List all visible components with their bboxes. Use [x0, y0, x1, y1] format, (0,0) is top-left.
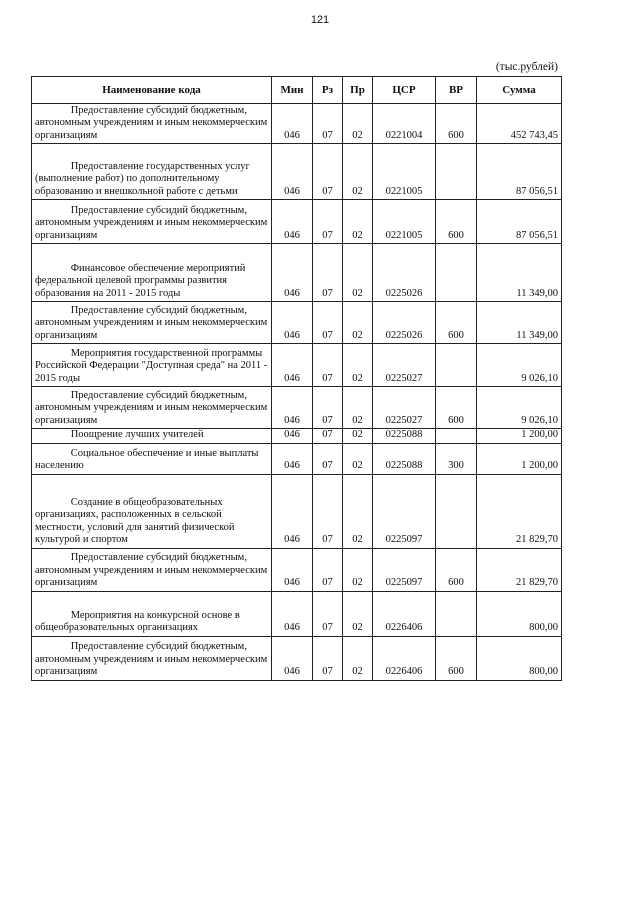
- row-csr: 0221005: [373, 200, 436, 244]
- row-name: Предоставление субсидий бюджетным, автономным учреждениям и иным некоммерческим организациям: [32, 387, 272, 429]
- row-csr: 0225088: [373, 429, 436, 444]
- row-vr: [436, 144, 477, 200]
- row-rz: 07: [313, 443, 343, 474]
- row-min: 046: [272, 200, 313, 244]
- row-min: 046: [272, 144, 313, 200]
- row-vr: 600: [436, 387, 477, 429]
- row-csr: 0226406: [373, 636, 436, 680]
- row-csr: 0221005: [373, 144, 436, 200]
- row-vr: [436, 429, 477, 444]
- row-min: 046: [272, 104, 313, 144]
- table-row: [32, 591, 562, 636]
- row-name: Социальное обеспечение и иные выплаты населению: [32, 443, 272, 474]
- row-pr: 02: [343, 474, 373, 548]
- row-csr: 0225026: [373, 302, 436, 344]
- row-rz: 07: [313, 429, 343, 444]
- row-name: Финансовое обеспечение мероприятий федеральной целевой программы развития образования на 2011 - 2015 годы: [32, 244, 272, 302]
- row-sum: 87 056,51: [477, 144, 562, 200]
- row-sum: 21 829,70: [477, 548, 562, 591]
- row-rz: 07: [313, 104, 343, 144]
- table-row: [32, 144, 562, 200]
- row-rz: 07: [313, 200, 343, 244]
- table-row: [32, 429, 562, 444]
- row-vr: [436, 344, 477, 387]
- header-min: Мин: [272, 77, 313, 104]
- row-min: 046: [272, 244, 313, 302]
- row-sum: 800,00: [477, 591, 562, 636]
- header-pr: Пр: [343, 77, 373, 104]
- row-sum: 9 026,10: [477, 344, 562, 387]
- row-pr: 02: [343, 387, 373, 429]
- row-rz: 07: [313, 548, 343, 591]
- row-rz: 07: [313, 474, 343, 548]
- header-name: Наименование кода: [32, 77, 272, 104]
- row-csr: 0225097: [373, 474, 436, 548]
- row-sum: 11 349,00: [477, 302, 562, 344]
- row-vr: 600: [436, 200, 477, 244]
- row-min: 046: [272, 344, 313, 387]
- table-row: [32, 636, 562, 680]
- row-sum: 87 056,51: [477, 200, 562, 244]
- row-rz: 07: [313, 636, 343, 680]
- row-pr: 02: [343, 344, 373, 387]
- row-csr: 0225026: [373, 244, 436, 302]
- row-vr: 300: [436, 443, 477, 474]
- row-pr: 02: [343, 636, 373, 680]
- row-vr: 600: [436, 636, 477, 680]
- row-pr: 02: [343, 104, 373, 144]
- header-rz: Рз: [313, 77, 343, 104]
- row-min: 046: [272, 548, 313, 591]
- row-min: 046: [272, 302, 313, 344]
- row-sum: 9 026,10: [477, 387, 562, 429]
- row-sum: 1 200,00: [477, 443, 562, 474]
- row-pr: 02: [343, 302, 373, 344]
- row-pr: 02: [343, 591, 373, 636]
- row-name: Мероприятия государственной программы Российской Федерации "Доступная среда" на 2011 - 2015 годы: [32, 344, 272, 387]
- row-name: Предоставление субсидий бюджетным, автономным учреждениям и иным некоммерческим организациям: [32, 200, 272, 244]
- table-row: [32, 104, 562, 144]
- row-name: Предоставление государственных услуг (выполнение работ) по дополнительному образованию и внешкольной работе с детьми: [32, 144, 272, 200]
- row-csr: 0225027: [373, 344, 436, 387]
- row-pr: 02: [343, 200, 373, 244]
- row-vr: 600: [436, 302, 477, 344]
- table-row: [32, 344, 562, 387]
- row-sum: 1 200,00: [477, 429, 562, 444]
- row-min: 046: [272, 636, 313, 680]
- table-row: [32, 302, 562, 344]
- row-pr: 02: [343, 443, 373, 474]
- row-csr: 0226406: [373, 591, 436, 636]
- budget-table: [31, 76, 562, 681]
- row-min: 046: [272, 387, 313, 429]
- row-name: Поощрение лучших учителей: [32, 429, 272, 444]
- page-number: 121: [310, 14, 330, 26]
- row-rz: 07: [313, 144, 343, 200]
- row-rz: 07: [313, 591, 343, 636]
- row-min: 046: [272, 443, 313, 474]
- row-name: Предоставление субсидий бюджетным, автономным учреждениям и иным некоммерческим организациям: [32, 302, 272, 344]
- row-min: 046: [272, 591, 313, 636]
- table-row: [32, 200, 562, 244]
- units-label: (тыс.рублей): [495, 61, 558, 73]
- row-vr: 600: [436, 548, 477, 591]
- header-sum: Сумма: [477, 77, 562, 104]
- row-name: Создание в общеобразовательных организациях, расположенных в сельской местности, условий для занятий физической культурой и спортом: [32, 474, 272, 548]
- row-vr: [436, 591, 477, 636]
- row-pr: 02: [343, 429, 373, 444]
- row-rz: 07: [313, 302, 343, 344]
- row-rz: 07: [313, 387, 343, 429]
- row-min: 046: [272, 474, 313, 548]
- row-vr: [436, 474, 477, 548]
- row-rz: 07: [313, 344, 343, 387]
- row-csr: 0225088: [373, 443, 436, 474]
- row-rz: 07: [313, 244, 343, 302]
- table-row: [32, 443, 562, 474]
- table-row: [32, 548, 562, 591]
- row-name: Мероприятия на конкурсной основе в общеобразовательных организациях: [32, 591, 272, 636]
- table-row: [32, 387, 562, 429]
- row-sum: 21 829,70: [477, 474, 562, 548]
- table-row: [32, 474, 562, 548]
- row-pr: 02: [343, 548, 373, 591]
- row-csr: 0221004: [373, 104, 436, 144]
- row-sum: 452 743,45: [477, 104, 562, 144]
- row-name: Предоставление субсидий бюджетным, автономным учреждениям и иным некоммерческим организациям: [32, 104, 272, 144]
- row-sum: 800,00: [477, 636, 562, 680]
- row-vr: 600: [436, 104, 477, 144]
- row-csr: 0225097: [373, 548, 436, 591]
- row-vr: [436, 244, 477, 302]
- row-csr: 0225027: [373, 387, 436, 429]
- header-vr: ВР: [436, 77, 477, 104]
- row-name: Предоставление субсидий бюджетным, автономным учреждениям и иным некоммерческим организациям: [32, 548, 272, 591]
- table-header-row: [32, 77, 562, 104]
- row-name: Предоставление субсидий бюджетным, автономным учреждениям и иным некоммерческим организациям: [32, 636, 272, 680]
- row-sum: 11 349,00: [477, 244, 562, 302]
- header-csr: ЦСР: [373, 77, 436, 104]
- row-pr: 02: [343, 144, 373, 200]
- table-row: [32, 244, 562, 302]
- row-min: 046: [272, 429, 313, 444]
- row-pr: 02: [343, 244, 373, 302]
